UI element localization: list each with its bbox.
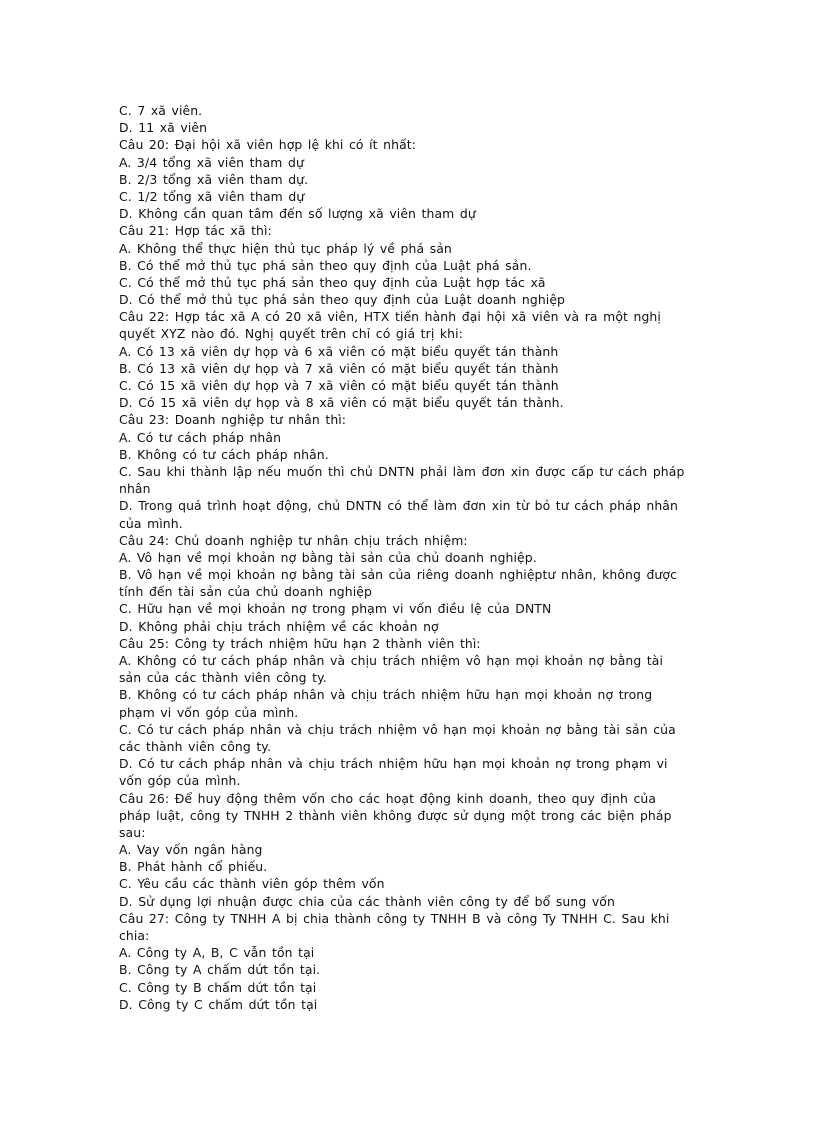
question-heading: Câu 22: Hợp tác xã A có 20 xã viên, HTX tiến hành đại hội xã viên và ra một nghị <box>119 309 661 325</box>
answer-option: B. Phát hành cổ phiếu. <box>119 859 268 875</box>
answer-option: C. Sau khi thành lập nếu muốn thì chủ DNTN phải làm đơn xin được cấp tư cách pháp <box>119 463 685 479</box>
answer-option: A. 3/4 tổng xã viên tham dự <box>119 154 304 170</box>
answer-option: A. Có tư cách pháp nhân <box>119 429 282 445</box>
answer-option-continued: vốn góp của mình. <box>119 773 241 789</box>
answer-option: D. Có thể mở thủ tục phá sản theo quy định của Luật doanh nghiệp <box>119 292 566 308</box>
question-heading: Câu 27: Công ty TNHH A bị chia thành công ty TNHH B và công Ty TNHH C. Sau khi <box>119 910 670 926</box>
answer-option: B. Có thể mở thủ tục phá sản theo quy định của Luật phá sản. <box>119 257 532 273</box>
question-heading-continued: pháp luật, công ty TNHH 2 thành viên không được sử dụng một trong các biện pháp <box>119 807 672 823</box>
answer-option: A. Công ty A, B, C vẫn tồn tại <box>119 945 315 961</box>
answer-option: D. Không cần quan tâm đến số lượng xã viên tham dự <box>119 206 476 222</box>
question-heading-continued: quyết XYZ nào đó. Nghị quyết trên chỉ có giá trị khi: <box>119 326 463 342</box>
answer-option-continued: nhân <box>119 481 151 497</box>
answer-option: C. Công ty B chấm dứt tồn tại <box>119 979 317 995</box>
answer-option: C. Có tư cách pháp nhân và chịu trách nhiệm vô hạn mọi khoản nợ bằng tài sản của <box>119 721 676 737</box>
answer-option: B. Có 13 xã viên dự họp và 7 xã viên có mặt biểu quyết tán thành <box>119 360 559 376</box>
question-heading: Câu 23: Doanh nghiệp tư nhân thì: <box>119 412 347 428</box>
question-heading-continued: chia: <box>119 928 150 943</box>
answer-option-continued: các thành viên công ty. <box>119 738 272 754</box>
answer-option: C. Có 15 xã viên dự họp và 7 xã viên có mặt biểu quyết tán thành <box>119 378 559 393</box>
answer-option: A. Vay vốn ngân hàng <box>119 842 263 858</box>
answer-option: A. Vô hạn về mọi khoản nợ bằng tài sản của chủ doanh nghiệp. <box>119 549 537 565</box>
answer-option-continued: sản của các thành viên công ty. <box>119 670 327 686</box>
answer-option: D. Sử dụng lợi nhuận được chia của các thành viên công ty để bổ sung vốn <box>119 893 615 909</box>
answer-option: D. Trong quá trình hoạt động, chủ DNTN có thể làm đơn xin từ bỏ tư cách pháp nhân <box>119 498 678 514</box>
answer-option-continued: phạm vi vốn góp của mình. <box>119 704 299 720</box>
answer-option: C. Có thể mở thủ tục phá sản theo quy định của Luật hợp tác xã <box>119 274 546 290</box>
question-heading-continued: sau: <box>119 824 146 840</box>
answer-option-continued: tính đến tài sản của chủ doanh nghiệp <box>119 584 372 600</box>
answer-option: C. 1/2 tổng xã viên tham dự <box>119 188 305 204</box>
answer-option: A. Không có tư cách pháp nhân và chịu trách nhiệm vô hạn mọi khoản nợ bằng tài <box>119 653 664 668</box>
text-line: D. 11 xã viên <box>119 120 208 136</box>
question-heading: Câu 24: Chủ doanh nghiệp tư nhân chịu trách nhiệm: <box>119 532 468 548</box>
answer-option: D. Có tư cách pháp nhân và chịu trách nhiệm hữu hạn mọi khoản nợ trong phạm vi <box>119 756 668 772</box>
question-heading: Câu 20: Đại hội xã viên hợp lệ khi có ít nhất: <box>119 137 417 153</box>
answer-option: B. Vô hạn về mọi khoản nợ bằng tài sản của riêng doanh nghiệptư nhân, không được <box>119 567 677 583</box>
answer-option: C. Yêu cầu các thành viên góp thêm vốn <box>119 876 385 892</box>
answer-option: B. Công ty A chấm dứt tồn tại. <box>119 962 321 978</box>
answer-option: B. 2/3 tổng xã viên tham dự. <box>119 171 309 187</box>
answer-option: D. Không phải chịu trách nhiệm về các khoản nợ <box>119 618 439 634</box>
question-heading: Câu 21: Hợp tác xã thì: <box>119 223 272 239</box>
answer-option: A. Có 13 xã viên dự họp và 6 xã viên có mặt biểu quyết tán thành <box>119 343 559 359</box>
answer-option: A. Không thể thực hiện thủ tục pháp lý về phá sản <box>119 240 452 256</box>
answer-option: D. Công ty C chấm dứt tồn tại <box>119 996 318 1012</box>
answer-option: B. Không có tư cách pháp nhân. <box>119 446 329 462</box>
text-line: C. 7 xã viên. <box>119 103 203 118</box>
answer-option-continued: của mình. <box>119 515 183 531</box>
answer-option: B. Không có tư cách pháp nhân và chịu trách nhiệm hữu hạn mọi khoản nợ trong <box>119 687 653 703</box>
question-heading: Câu 26: Để huy động thêm vốn cho các hoạt động kinh doanh, theo quy định của <box>119 790 657 806</box>
document-text <box>119 102 709 1013</box>
answer-option: D. Có 15 xã viên dự họp và 8 xã viên có mặt biểu quyết tán thành. <box>119 395 564 411</box>
answer-option: C. Hữu hạn về mọi khoản nợ trong phạm vi vốn điều lệ của DNTN <box>119 601 552 617</box>
question-heading: Câu 25: Công ty trách nhiệm hữu hạn 2 thành viên thì: <box>119 635 481 651</box>
